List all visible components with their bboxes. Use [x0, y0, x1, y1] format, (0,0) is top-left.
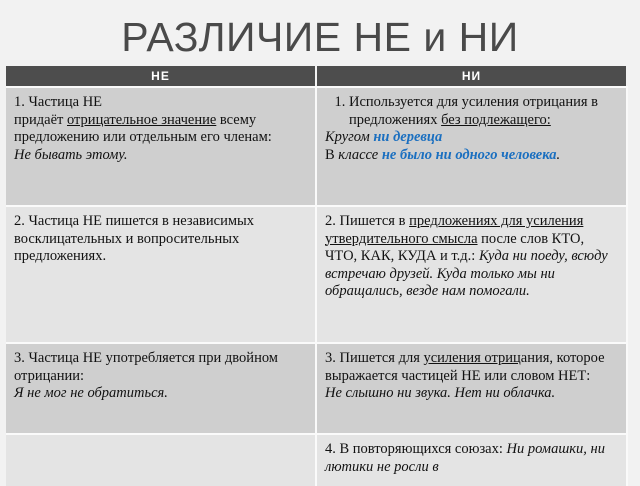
ni-rule-2-pre: 2. Пишется в — [325, 213, 410, 229]
ne-rule-2-text: 2. Частица НЕ пишется в независимых восклицательных и вопросительных предложениях. — [14, 213, 255, 264]
ni-rule-2-post: после слов КТО, ЧТО, КАК, КУДА и т.д.: — [325, 230, 585, 264]
ne-rule-4 — [6, 433, 317, 486]
ni-rule-1-text: Используется для усиления отрицания в предложениях — [349, 94, 599, 128]
ne-rule-1-line1: 1. Частица НЕ — [14, 94, 103, 110]
ni-rule-2-example: Куда ни поеду, всюду встречаю друзей. Куда только мы ни обращались, везде нам помогали. — [325, 248, 608, 299]
ni-rule-1-example1-italic: Кругом — [325, 129, 374, 145]
ni-rule-3-pre: 3. Пишется для — [325, 350, 424, 366]
ni-rule-4 — [317, 433, 628, 486]
ni-rule-2 — [317, 205, 628, 342]
ni-rule-1-example2-pre: В — [325, 146, 339, 163]
ni-rule-3-example: Не слышно ни звука. Нет ни облачка. — [325, 385, 556, 401]
ni-rule-3-post: ания, которое выражается частицей НЕ или словом НЕТ: — [325, 350, 605, 384]
ne-rule-1 — [6, 86, 317, 205]
ne-rule-1-post: всему предложению или отдельным его членам: — [14, 111, 272, 145]
ni-rule-2-underlined: предложениях для усиления утвердительного смысла — [325, 213, 584, 247]
ni-rule-1-example2-highlight: не было ни одного человека — [381, 146, 557, 163]
ni-rule-3 — [317, 342, 628, 433]
ni-rule-1-item — [349, 94, 618, 129]
ni-rule-4-pre: 4. В повторяющихся союзах: — [325, 441, 507, 457]
ni-rule-1-example2-end: . — [556, 146, 561, 163]
column-header-ne: НЕ — [6, 66, 317, 86]
ne-rule-1-underlined: отрицательное значение — [66, 111, 217, 128]
ni-rule-4-example: Ни ромашки, ни лютики не росли в — [325, 441, 605, 475]
ne-rule-2 — [6, 205, 317, 342]
ni-rule-3-underlined: усиления отриц — [423, 350, 521, 366]
ne-rule-1-pre: придаёт — [14, 111, 67, 128]
column-header-ni: НИ — [317, 66, 628, 86]
ne-rule-3-text: 3. Частица НЕ употребляется при двойном отрицании: — [14, 350, 278, 384]
ne-rule-3 — [6, 342, 317, 433]
comparison-table — [6, 66, 628, 486]
ne-rule-1-example: Не бывать этому. — [14, 146, 128, 163]
ni-rule-1-example2-italic: классе — [338, 146, 382, 163]
ni-rule-1-example1-highlight: ни деревца — [373, 129, 443, 145]
ni-rule-1 — [317, 86, 628, 205]
slide-title: РАЗЛИЧИЕ НЕ и НИ — [121, 14, 519, 60]
ne-rule-3-example: Я не мог не обратиться. — [14, 385, 168, 401]
ni-rule-1-list — [325, 94, 618, 129]
ni-rule-1-underlined: без подлежащего: — [441, 111, 551, 128]
